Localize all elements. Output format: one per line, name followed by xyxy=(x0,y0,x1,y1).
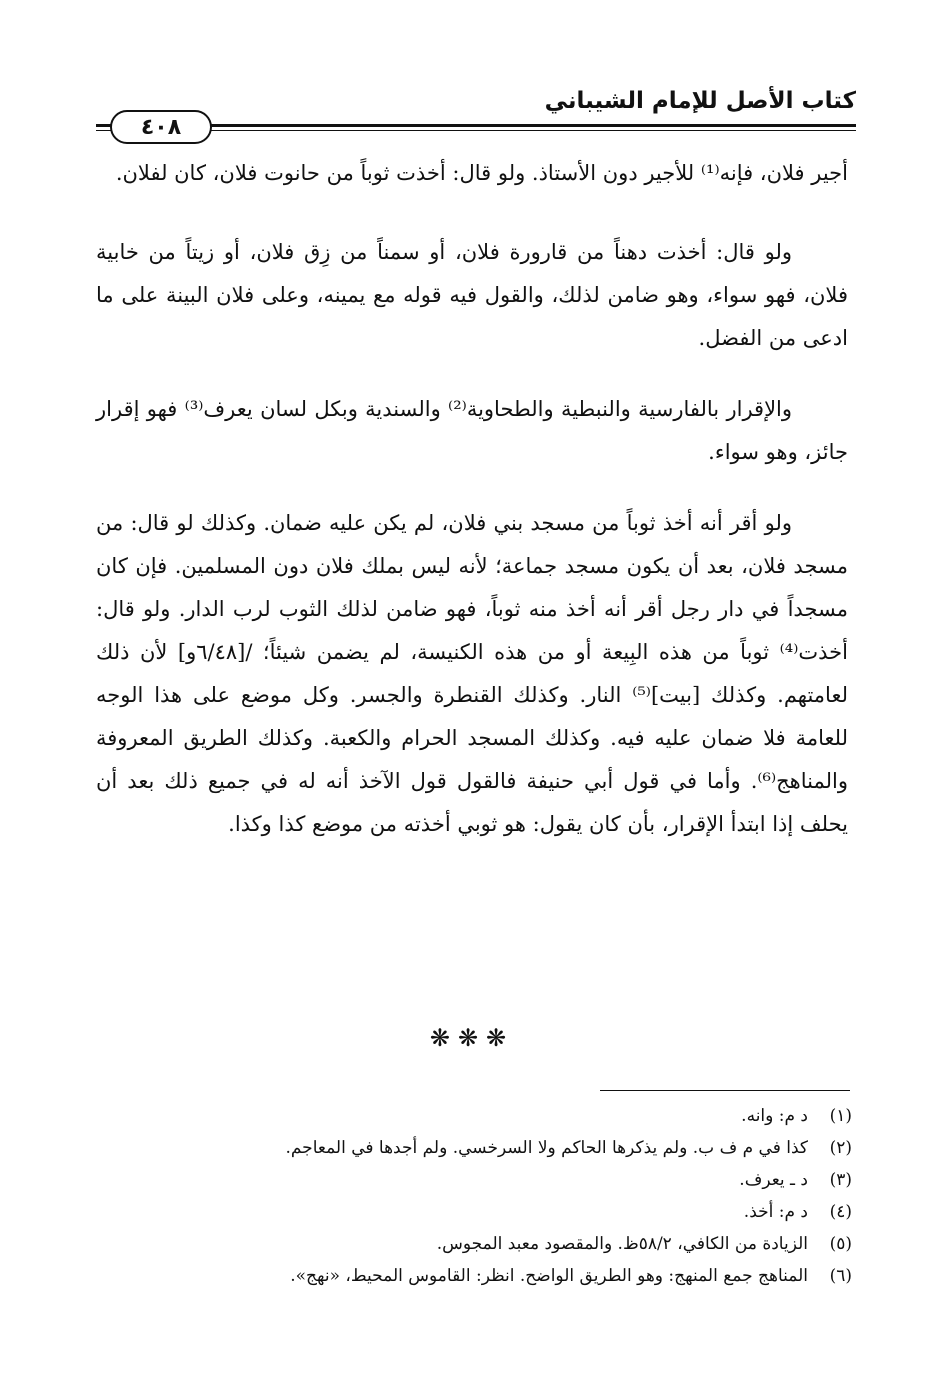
paragraph: ولو أقر أنه أخذ ثوباً من مسجد بني فلان، لم يكن عليه ضمان. وكذلك لو قال: من مسجد فلان، بعد أن يكون مسجد جماعة؛ لأنه ليس بملك فلان دون المسلمين. فإن كان مسجداً في دار رجل أقر أنه أخذ منه ثوباً، فهو ضامن لذلك الثوب لرب الدار. ولو قال: أخذت⁽⁴⁾ ثوباً من هذه البِيعة أو من هذه الكنيسة، لم يضمن شيئاً؛ /[٦/٤٨و] لأن ذلك لعامتهم. وكذلك [بيت]⁽⁵⁾ النار. وكذلك القنطرة والجسر. وكل موضع على هذا الوجه للعامة فلا ضمان عليه فيه. وكذلك المسجد الحرام والكعبة. وكذلك الطريق المعروفة والمناهج⁽⁶⁾. وأما في قول أبي حنيفة فالقول قول الآخذ أنه له في جميع ذلك بعد أن يحلف إذا ابتدأ الإقرار، بأن كان يقول: هو ثوبي أخذته من موضع كذا وكذا. xyxy=(96,511,848,836)
section-ornament: ❋❋❋ xyxy=(429,1024,515,1052)
footnote-text: د ـ يعرف. xyxy=(739,1170,808,1190)
book-title: كتاب الأصل للإمام الشيباني xyxy=(544,88,856,114)
footnote-number: (١) xyxy=(829,1106,852,1126)
paragraph: والإقرار بالفارسية والنبطية والطحاوية⁽²⁾ والسندية وبكل لسان يعرف⁽³⁾ فهو إقرار جائز، وهو سواء. xyxy=(96,397,848,464)
footnote-number: (٦) xyxy=(829,1266,852,1286)
footnote xyxy=(120,1196,852,1228)
footnote-separator xyxy=(600,1090,850,1091)
footnotes xyxy=(120,1100,852,1292)
footnote-text: د م: وانه. xyxy=(741,1106,808,1126)
footnote xyxy=(120,1100,852,1132)
footnote-number: (٤) xyxy=(829,1202,852,1222)
footnote xyxy=(120,1260,852,1292)
footnote-text: الزيادة من الكافي، ٥٨/٢ظ. والمقصود معبد المجوس. xyxy=(436,1234,808,1254)
main-text xyxy=(96,152,848,846)
footnote xyxy=(120,1164,852,1196)
footnote xyxy=(120,1132,852,1164)
footnote-number: (٥) xyxy=(829,1234,852,1254)
page-header xyxy=(96,84,856,144)
footnote-text: كذا في م ف ب. ولم يذكرها الحاكم ولا السرخسي. ولم أجدها في المعاجم. xyxy=(285,1138,808,1158)
paragraph: أجير فلان، فإنه⁽¹⁾ للأجير دون الأستاذ. ولو قال: أخذت ثوباً من حانوت فلان، كان لفلان. xyxy=(115,161,848,185)
paragraph: ولو قال: أخذت دهناً من قارورة فلان، أو سمناً من زِق فلان، أو زيتاً من خابية فلان، فهو سواء، وهو ضامن لذلك، والقول فيه قوله مع يمينه، وعلى فلان البينة على ما ادعى من الفضل. xyxy=(96,240,848,350)
footnote-text: المناهج جمع المنهج: وهو الطريق الواضح. انظر: القاموس المحيط، «نهج». xyxy=(290,1266,808,1286)
page-number: ٤٠٨ xyxy=(110,110,212,144)
footnote-number: (٣) xyxy=(829,1170,852,1190)
footnote-text: د م: أخذ. xyxy=(743,1202,808,1222)
footnote xyxy=(120,1228,852,1260)
footnote-number: (٢) xyxy=(829,1138,852,1158)
